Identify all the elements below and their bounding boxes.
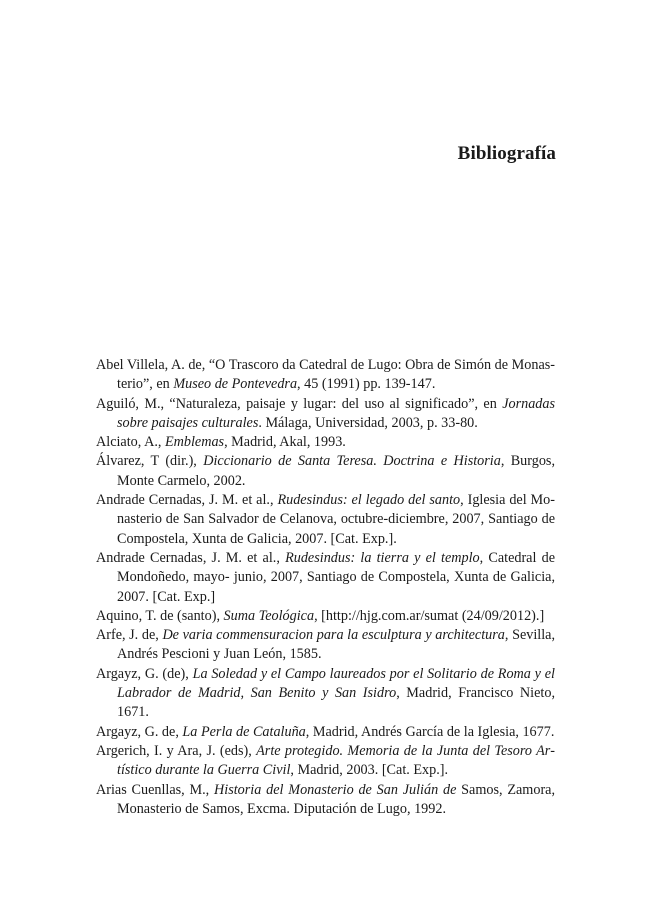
entry-text: , Iglesia del Monasterio de San Salvador de Celanova, octubre-diciembre, 2007, Santiago de Compostela, Xunta de Galicia, 2007. [Cat. Exp.].: [117, 492, 556, 547]
entry-text: Abel Villela, A. de, “O Trascoro da Catedral de Lugo: Obra de Simón de Monasterio”, en: [96, 357, 555, 393]
entry-title: La Soledad y el Campo laureados por el Solitario de Roma y el Labrador de Madrid, San Benito y San Isidro: [117, 665, 555, 702]
bibliography-entry-andrade-1: [96, 491, 555, 549]
entry-text: Samos, Zamora, Monasterio de Samos, Excma. Diputación de Lugo, 1992.: [117, 781, 556, 817]
bibliography-entry-abel-villela: [96, 356, 555, 395]
bibliography-entry-alciato: [96, 433, 555, 452]
entry-text: Alciato, A.,: [96, 434, 165, 451]
entry-title: La Perla de Cataluña: [182, 723, 306, 740]
entry-text: Aguiló, M., “Naturaleza, paisaje y lugar: del uso al significado”, en: [96, 395, 503, 412]
bibliography-entry-alvarez: [96, 452, 555, 491]
entry-text: Andrade Cernadas, J. M. et al.,: [96, 549, 286, 566]
bibliography-entry-arfe: [96, 626, 555, 665]
entry-text: , Sevilla, Andrés Pescioni y Juan León, 1585.: [117, 627, 556, 663]
bibliography-entry-andrade-2: [96, 549, 555, 607]
entry-text: , Burgos, Monte Carmelo, 2002.: [117, 453, 556, 489]
entry-title: Museo de Pontevedra: [173, 376, 298, 393]
bibliography-entry-aguilo: [96, 395, 555, 434]
entry-text: , Catedral de Mondoñedo, mayo- junio, 2007, Santiago de Compostela, Xunta de Galicia, 2007. [Cat. Exp.]: [117, 549, 555, 605]
entry-title: Jornadas sobre paisajes culturales: [117, 395, 555, 431]
entry-title: Rudesindus: el legado del santo: [277, 492, 461, 509]
entry-title: Historia del Monasterio de San Julián de: [214, 781, 457, 798]
entry-text: Arfe, J. de,: [96, 627, 163, 644]
bibliography-entry-argayz-2: [96, 723, 555, 742]
entry-text: , Madrid, Akal, 1993.: [224, 434, 346, 451]
entry-text: , Madrid, Andrés García de la Iglesia, 1677.: [305, 723, 555, 740]
entry-title: De varia commensuracion para la esculptura y architectura: [162, 627, 505, 644]
entry-title: Rudesindus: la tierra y el templo: [285, 549, 480, 566]
bibliography-entry-argayz-1: [96, 665, 555, 723]
bibliography-list: [96, 356, 555, 819]
page-title: Bibliografía: [457, 143, 556, 164]
entry-title: Emblemas: [164, 434, 225, 451]
bibliography-entry-arias-cuenllas: [96, 781, 555, 820]
entry-text: , Madrid, 2003. [Cat. Exp.].: [290, 762, 449, 779]
bibliography-entry-argerich: [96, 742, 555, 781]
entry-text: , Madrid, Francisco Nieto, 1671.: [117, 685, 555, 721]
entry-text: Aquino, T. de (santo),: [96, 607, 224, 624]
entry-text: Arias Cuenllas, M.,: [96, 781, 215, 798]
entry-text: Álvarez, T (dir.),: [96, 453, 204, 470]
entry-text: , [http://hjg.com.ar/sumat (24/09/2012).]: [314, 607, 545, 624]
entry-title: Diccionario de Santa Teresa. Doctrina e Historia: [203, 453, 501, 470]
entry-title: Arte protegido. Memoria de la Junta del Tesoro Artístico durante la Guerra Civil: [117, 742, 555, 779]
entry-text: Andrade Cernadas, J. M. et al.,: [96, 492, 278, 509]
entry-text: . Málaga, Universidad, 2003, p. 33-80.: [258, 414, 478, 431]
entry-text: Argayz, G. de,: [96, 723, 183, 740]
entry-text: Argerich, I. y Ara, J. (eds),: [96, 742, 257, 759]
entry-text: Argayz, G. (de),: [96, 665, 193, 682]
bibliography-entry-aquino: [96, 607, 555, 626]
entry-title: Suma Teológica: [223, 607, 315, 624]
entry-text: , 45 (1991) pp. 139-147.: [297, 376, 436, 393]
